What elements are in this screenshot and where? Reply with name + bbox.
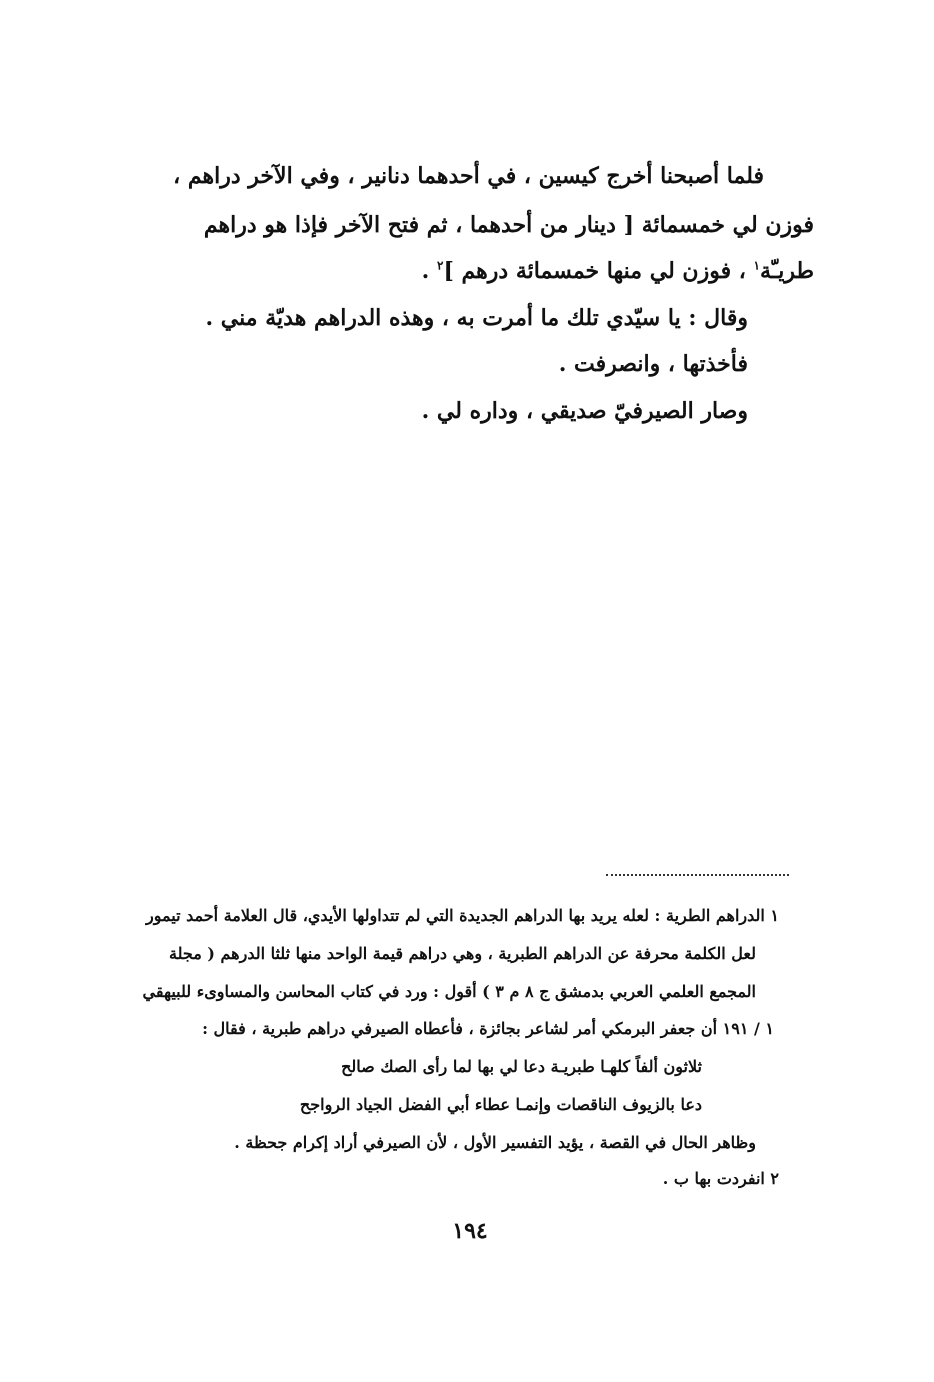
- body-line-3-start: طريـّة: [759, 258, 814, 284]
- body-line-3-period: .: [421, 258, 430, 284]
- footnote-divider: [606, 874, 789, 876]
- footnote-mark-2: ٢: [437, 258, 444, 273]
- footnote-line-8: ٢ انفردت بها ب .: [662, 1169, 779, 1188]
- footnote-line-4: ١ / ١٩١ أن جعفر البرمكي أمر لشاعر بجائزة ، فأعطاه الصيرفي دراهم طبرية ، فقال :: [202, 1019, 774, 1038]
- body-line-4: وقال : يا سيّدي تلك ما أمرت به ، وهذه الدراهم هديّة مني .: [205, 305, 748, 331]
- body-line-2: فوزن لي خمسمائة [ دينار من أحدهما ، ثم فتح الآخر فإذا هو دراهم: [203, 212, 814, 238]
- body-line-6: وصار الصيرفيّ صديقي ، وداره لي .: [421, 398, 748, 424]
- body-line-1: فلما أصبحنا أخرج كيسين ، في أحدهما دنانير ، وفي الآخر دراهم ،: [173, 163, 764, 189]
- footnote-mark-1: ١: [753, 258, 760, 273]
- footnote-line-7: وظاهر الحال في القصة ، يؤيد التفسير الأول ، لأن الصيرفي أراد إكرام جحظة .: [234, 1133, 756, 1152]
- footnote-line-3: المجمع العلمي العربي بدمشق ج ٨ م ٣ ) أقول : ورد في كتاب المحاسن والمساوىء للبيهقي: [142, 982, 756, 1001]
- page-number: ١٩٤: [452, 1218, 488, 1244]
- footnote-line-2: لعل الكلمة محرفة عن الدراهم الطبرية ، وهي دراهم قيمة الواحد منها ثلثا الدرهم ( مجلة: [169, 944, 756, 963]
- body-line-3-end: ، فوزن لي منها خمسمائة درهم ]: [443, 258, 746, 284]
- footnote-verse-2: دعا بالزيوف الناقصات وإنمـا عطاء أبي الفضل الجياد الرواجح: [299, 1095, 702, 1114]
- body-line-5: فأخذتها ، وانصرفت .: [558, 351, 748, 377]
- footnote-verse-1: ثلاثون ألفاً كلهـا طبريـة دعا لي بها لما رأى الصك صالح: [341, 1057, 702, 1076]
- body-line-3: [422, 260, 814, 282]
- footnote-line-1: ١ الدراهم الطرية : لعله يريد بها الدراهم الجديدة التي لم تتداولها الأيدي، قال العلامة أحمد تيمور: [146, 906, 779, 925]
